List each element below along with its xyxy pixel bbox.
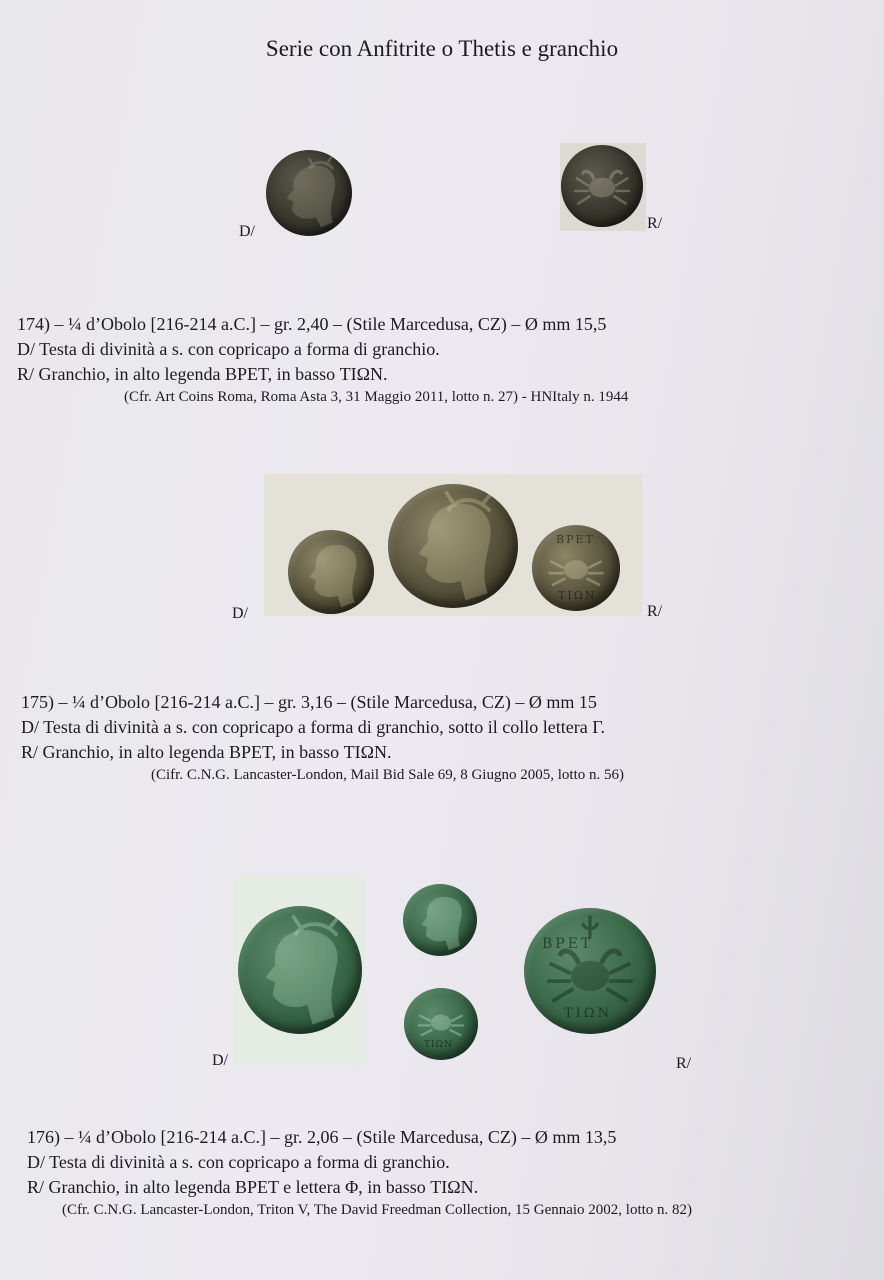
head-left-icon <box>238 906 362 1034</box>
entry-obverse: D/ Testa di divinità a s. con copricapo a forma di granchio. <box>27 1152 450 1172</box>
obverse-label: D/ <box>239 223 255 240</box>
head-left-icon <box>288 530 374 614</box>
entry-citation: (Cifr. C.N.G. Lancaster-London, Mail Bid Sale 69, 8 Giugno 2005, lotto n. 56) <box>151 767 624 783</box>
entry-citation: (Cfr. Art Coins Roma, Roma Asta 3, 31 Maggio 2011, lotto n. 27) - HNItaly n. 1944 <box>124 389 629 405</box>
entry-header: 175) – ¼ d’Obolo [216-214 a.C.] – gr. 3,16 – (Stile Marcedusa, CZ) – Ø mm 15 <box>21 692 597 712</box>
entry-header: 174) – ¼ d’Obolo [216-214 a.C.] – gr. 2,40 – (Stile Marcedusa, CZ) – Ø mm 15,5 <box>17 314 607 334</box>
trident-mark <box>582 916 597 939</box>
head-left-icon <box>388 484 518 608</box>
entry-obverse: D/ Testa di divinità a s. con copricapo a forma di granchio. <box>17 339 440 359</box>
reverse-coin-small-image <box>404 988 478 1060</box>
coin-legend-top: ΒΡΕΤ <box>542 936 594 952</box>
entry-174 <box>17 312 628 410</box>
entry-citation: (Cfr. C.N.G. Lancaster-London, Triton V, The David Freedman Collection, 15 Gennaio 2002, lotto n. 82) <box>62 1202 693 1218</box>
obverse-coin-image <box>266 150 352 236</box>
entry-reverse: R/ Granchio, in alto legenda ΒΡΕΤ e lettera Φ, in basso ΤΙΩΝ. <box>27 1177 479 1197</box>
entry-obverse: D/ Testa di divinità a s. con copricapo a forma di granchio, sotto il collo lettera Γ. <box>21 717 605 737</box>
reverse-coin-large-image <box>524 908 656 1034</box>
head-left-icon <box>266 150 352 236</box>
coin-legend-bottom: ΤΙΩΝ <box>558 589 597 602</box>
entry-header: 176) – ¼ d’Obolo [216-214 a.C.] – gr. 2,06 – (Stile Marcedusa, CZ) – Ø mm 13,5 <box>27 1127 617 1147</box>
crab-icon <box>561 145 643 227</box>
reverse-label: R/ <box>647 215 663 232</box>
obverse-coin-large-image <box>388 484 518 608</box>
obverse-coin-small-image <box>288 530 374 614</box>
entry-reverse: R/ Granchio, in alto legenda ΒΡΕΤ, in basso ΤΙΩΝ. <box>17 364 388 384</box>
coin-legend-top: ΒΡΕΤ <box>556 533 595 546</box>
obverse-label: D/ <box>212 1052 228 1069</box>
obverse-coin-large-image <box>238 906 362 1034</box>
head-left-icon <box>403 884 477 956</box>
page-title: Serie con Anfitrite o Thetis e granchio <box>265 36 619 61</box>
entry-reverse: R/ Granchio, in alto legenda ΒΡΕΤ, in basso ΤΙΩΝ. <box>21 742 392 762</box>
reverse-label: R/ <box>676 1055 692 1072</box>
reverse-coin-image <box>561 145 643 227</box>
coin-legend-bottom: ΤΙΩΝ <box>564 1006 612 1021</box>
entry-176 <box>27 1125 692 1223</box>
reverse-label: R/ <box>647 603 663 620</box>
obverse-coin-small-image <box>403 884 477 956</box>
obverse-label: D/ <box>232 605 248 622</box>
entry-175 <box>21 690 624 788</box>
coin-legend-bottom: ΤΙΩΝ <box>424 1040 453 1050</box>
reverse-coin-image <box>532 525 620 611</box>
